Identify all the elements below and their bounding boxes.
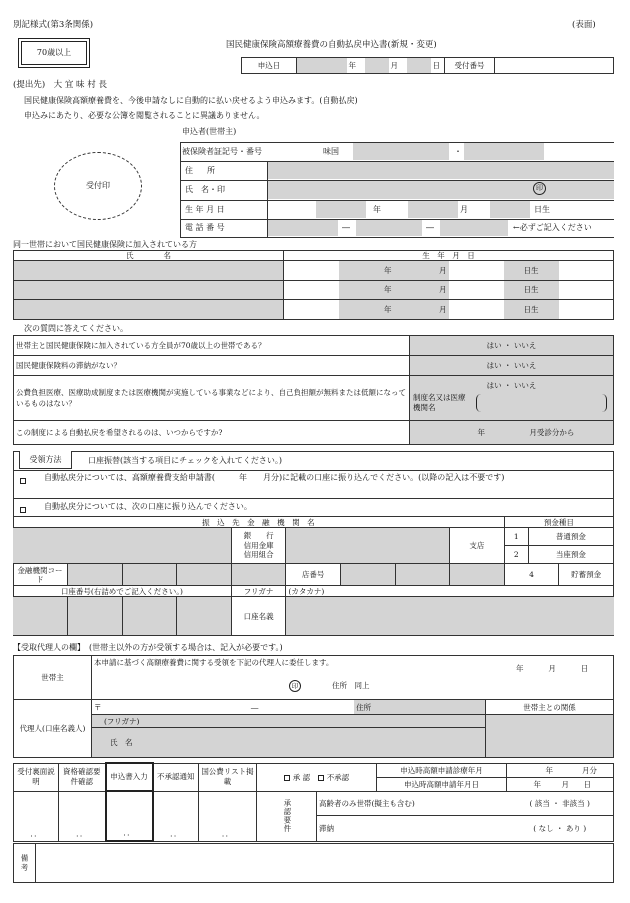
start-year-unit: 年 — [477, 428, 485, 437]
inst-code-digit[interactable] — [177, 564, 232, 586]
approve-checkbox[interactable] — [284, 775, 290, 781]
birth-year-field[interactable] — [316, 201, 366, 218]
delegate-month-unit: 月 — [548, 664, 556, 673]
agent-section-label: 【受取代理人の欄】 — [13, 643, 81, 652]
question-2: 国民健康保険料の滞納がない？ — [14, 356, 410, 376]
transfer-instruction: 口座振替(該当する項目にチェックを入れてください。) — [88, 456, 282, 465]
phone-area-field[interactable] — [268, 220, 338, 236]
household-row — [14, 280, 614, 300]
apply-date-label: 申込日 — [242, 58, 297, 74]
exam-month-unit: 月分 — [582, 765, 597, 775]
bank-header: 振 込 先 金 融 機 関 名 — [13, 517, 504, 528]
office-col-eligibility: 資格確認要件確認 — [59, 763, 106, 791]
phone-dash-1: ― — [342, 223, 350, 232]
birth-month-unit: 月 — [460, 205, 468, 214]
insured-dot: ・ — [454, 147, 462, 156]
option-2-checkbox[interactable] — [20, 505, 29, 515]
household-year: 年 — [339, 300, 394, 320]
bank-label: 銀 行 — [243, 531, 274, 541]
phone-dash-2: ― — [426, 223, 434, 232]
agent-table — [13, 655, 614, 758]
household-year: 年 — [339, 261, 394, 281]
seal-icon: 印 — [533, 182, 546, 195]
katakana-label: (カタカナ) — [286, 586, 614, 597]
household-birth-header: 生 年 月 日 — [284, 251, 614, 261]
applicant-heading: 申込者(世帯主) — [182, 127, 237, 136]
agent-label: 代理人(口座名義人) — [14, 700, 92, 758]
postal-mark: 〒 — [94, 702, 102, 712]
exam-year-unit: 年 — [545, 765, 553, 775]
birth-day-unit: 日生 — [534, 205, 550, 214]
office-table — [13, 762, 614, 842]
age-box-label: 70歳以上 — [21, 41, 87, 65]
option-1-checkbox[interactable] — [20, 476, 29, 486]
bank-type-labels — [231, 528, 286, 564]
question-2-answer[interactable]: はい ・ いいえ — [410, 356, 614, 376]
household-month: 月 — [394, 300, 449, 320]
questions-heading: 次の質問に答えてください。 — [24, 324, 128, 333]
office-dots: ．． — [59, 791, 106, 841]
phone-label: 電 話 番 号 — [185, 223, 225, 232]
office-dots: ．． — [153, 791, 199, 841]
office-col-reception: 受付裏面説明 — [14, 763, 59, 791]
address-field[interactable] — [268, 162, 614, 179]
deposit-type-no: 1 — [505, 528, 529, 545]
insured-no-label: 被保険者証記号・番号 — [182, 147, 262, 156]
head-label: 世帯主 — [14, 656, 92, 700]
inst-code-digit[interactable] — [68, 564, 123, 586]
branch-label: 支店 — [450, 528, 505, 564]
office-dots: ．． — [14, 791, 59, 841]
receipt-no-label: 受付番号 — [445, 58, 495, 74]
household-heading: 同一世帯において国民健康保険に加入されている方 — [13, 240, 197, 249]
question-1-answer[interactable]: はい ・ いいえ — [410, 336, 614, 356]
agent-note: (世帯主以外の方が受領する場合は、記入が必要です。) — [89, 643, 283, 652]
option-1-label: 自動払戻分については、高額療養費支給申請書( 年 月分)に記載の口座に振り込んでください。(以降の記入は不要です) — [44, 473, 505, 482]
shinkin-label: 信用金庫 — [243, 540, 274, 550]
notes-table — [13, 843, 614, 883]
intro-line-2: 申込みにあたり、必要な公簿を閲覧されることに異議ありません。 — [24, 111, 265, 120]
birth-day-field[interactable] — [490, 201, 530, 218]
deposit-type-name[interactable]: 普通預金 — [555, 532, 586, 541]
intro-line-1: 国民健康保険高額療養費を、今後申請なしに自動的に払い戻せるよう申込みます。(自動払戻) — [24, 96, 358, 105]
household-month: 月 — [394, 261, 449, 281]
form-number: 別記様式(第3条関係) — [13, 20, 94, 30]
approval-requirements-label: 承認要件 — [257, 791, 317, 841]
start-month-unit: 月受診分から — [529, 428, 575, 437]
apply-month-field[interactable] — [365, 58, 389, 74]
notes-label: 備考 — [14, 844, 36, 883]
receipt-method-label: 受領方法 — [19, 451, 72, 469]
household-name-field[interactable] — [14, 300, 284, 320]
relation-label: 世帯主との関係 — [486, 700, 614, 715]
household-month: 月 — [394, 280, 449, 300]
elderly-option[interactable]: ( 該当 ・ 非該当 ) — [507, 791, 614, 815]
question-1: 世帯主と国民健康保険に加入されている方全員が70歳以上の世帯である？ — [14, 336, 410, 356]
household-row — [14, 300, 614, 320]
phone-last-field[interactable] — [440, 220, 508, 236]
name-label: 氏 名・印 — [185, 185, 225, 194]
deposit-type-header: 預金種目 — [504, 517, 613, 528]
household-row — [14, 261, 614, 281]
apply-office-month: 月 — [561, 779, 569, 789]
office-dots: ．． — [199, 791, 257, 841]
household-day: 日生 — [504, 300, 559, 320]
household-name-field[interactable] — [14, 261, 284, 281]
office-col-list: 国公費リスト掲載 — [199, 763, 257, 791]
account-name-field[interactable] — [286, 597, 614, 636]
elderly-label: 高齢者のみ世帯(擬主も含む) — [317, 791, 507, 815]
branch-name-field[interactable] — [286, 528, 450, 564]
branch-no-digit[interactable] — [395, 564, 450, 586]
office-col-rejection: 不承認通知 — [153, 763, 199, 791]
address-label: 住 所 — [185, 166, 218, 175]
apply-day-field[interactable] — [407, 58, 431, 74]
question-4: この制度による自動払戻を希望されるのは、いつからですか? — [14, 421, 410, 445]
village-label: 味国 — [323, 147, 339, 156]
apply-office-year: 年 — [533, 779, 541, 789]
kumiai-label: 信用組合 — [243, 550, 274, 560]
question-3-answer[interactable]: はい ・ いいえ — [486, 381, 537, 391]
household-day: 日生 — [504, 261, 559, 281]
option-2-label: 自動払戻分については、次の口座に振り込んでください。 — [44, 502, 252, 511]
questions-table — [13, 335, 614, 445]
household-name-field[interactable] — [14, 280, 284, 300]
branch-no-digit[interactable] — [340, 564, 395, 586]
branch-no-digit[interactable] — [450, 564, 505, 586]
birth-year-unit: 年 — [373, 205, 381, 214]
apply-year-unit: 年 — [347, 58, 365, 74]
delegate-day-unit: 日 — [580, 664, 589, 673]
receipt-no-field[interactable] — [495, 58, 614, 74]
disapprove-checkbox[interactable] — [318, 775, 324, 781]
office-col-input: 申込書入力 — [106, 763, 153, 791]
arrears-option[interactable]: ( なし ・ あり ) — [507, 815, 614, 841]
deposit-type-no: 2 — [505, 546, 529, 563]
name-field[interactable] — [268, 181, 614, 199]
birth-month-field[interactable] — [408, 201, 458, 218]
approve-label: 承 認 — [292, 772, 311, 782]
birth-label: 生 年 月 日 — [185, 205, 225, 214]
age-box — [18, 38, 90, 68]
delegate-year-unit: 年 — [516, 664, 524, 673]
account-no-label: 口座番号(右詰めでご記入ください。) — [13, 586, 231, 597]
delegate-text: 本申請に基づく高額療養費に関する受領を下記の代理人に委任します。 — [94, 658, 334, 667]
agent-name-label: 氏 名 — [92, 728, 486, 758]
account-no-digit[interactable] — [68, 597, 123, 636]
furigana-label: フリガナ — [231, 586, 286, 597]
apply-day-unit: 日 — [431, 58, 445, 74]
apply-month-unit: 月 — [389, 58, 407, 74]
question-3: 公費負担医療、医療助成制度または医療機関が実施している事業などにより、自己負担額が無料または低額になっているものはない？ — [14, 376, 410, 421]
account-no-digit[interactable] — [177, 597, 232, 636]
bank-table — [13, 516, 614, 636]
agent-address-label: 住所 — [356, 702, 372, 712]
agent-seal-icon: 印 — [289, 680, 301, 692]
apply-ymd-label: 申込時高額申請年月日 — [377, 777, 507, 791]
address-same-label: 住所 同上 — [332, 681, 370, 690]
reception-stamp-area — [54, 152, 142, 220]
household-name-header: 氏 名 — [14, 251, 284, 261]
household-table — [13, 250, 614, 320]
apply-year-field[interactable] — [297, 58, 347, 74]
must-fill-note: ←必ずご記入ください — [513, 223, 592, 232]
notes-field[interactable] — [36, 844, 614, 883]
office-dots: ．． — [106, 791, 153, 841]
account-name-label: 口座名義 — [231, 597, 286, 636]
branch-no-label: 店番号 — [286, 564, 341, 586]
household-day: 日生 — [504, 280, 559, 300]
apply-date-table — [241, 57, 614, 74]
insured-number-field[interactable] — [464, 143, 544, 160]
mayor-label: 大 宜 味 村 長 — [53, 80, 107, 90]
arrears-label: 滞納 — [317, 815, 507, 841]
reception-stamp-label: 受付印 — [86, 181, 110, 191]
inst-code-digit[interactable] — [231, 564, 286, 586]
surface-label: (表面) — [572, 20, 596, 30]
agent-furigana-label: (フリガナ) — [92, 715, 486, 728]
submit-to-label: (提出先) — [13, 80, 46, 90]
deposit-type-name[interactable]: 貯蓄預金 — [559, 564, 614, 586]
account-no-digit[interactable] — [13, 597, 68, 636]
system-name-label: 制度名又は医療機関名 — [413, 393, 466, 412]
system-name-field[interactable] — [476, 394, 607, 412]
deposit-type-no: 4 — [504, 564, 559, 586]
inst-code-label: 金融機関コード — [13, 564, 68, 586]
insured-symbol-field[interactable] — [353, 143, 449, 160]
household-year: 年 — [339, 280, 394, 300]
form-title: 国民健康保険高額療養費の自動払戻申込書(新規・変更) — [226, 40, 437, 50]
apply-office-day: 日 — [583, 779, 591, 789]
exam-ym-label: 申込時高額申請診療年月 — [377, 763, 507, 777]
disapprove-label: 不承認 — [326, 772, 350, 782]
deposit-type-name[interactable]: 当座預金 — [555, 550, 586, 559]
account-no-digit[interactable] — [122, 597, 177, 636]
relation-field[interactable] — [486, 715, 614, 758]
phone-mid-field[interactable] — [356, 220, 422, 236]
inst-code-digit[interactable] — [122, 564, 177, 586]
postal-dash: ― — [250, 702, 259, 712]
